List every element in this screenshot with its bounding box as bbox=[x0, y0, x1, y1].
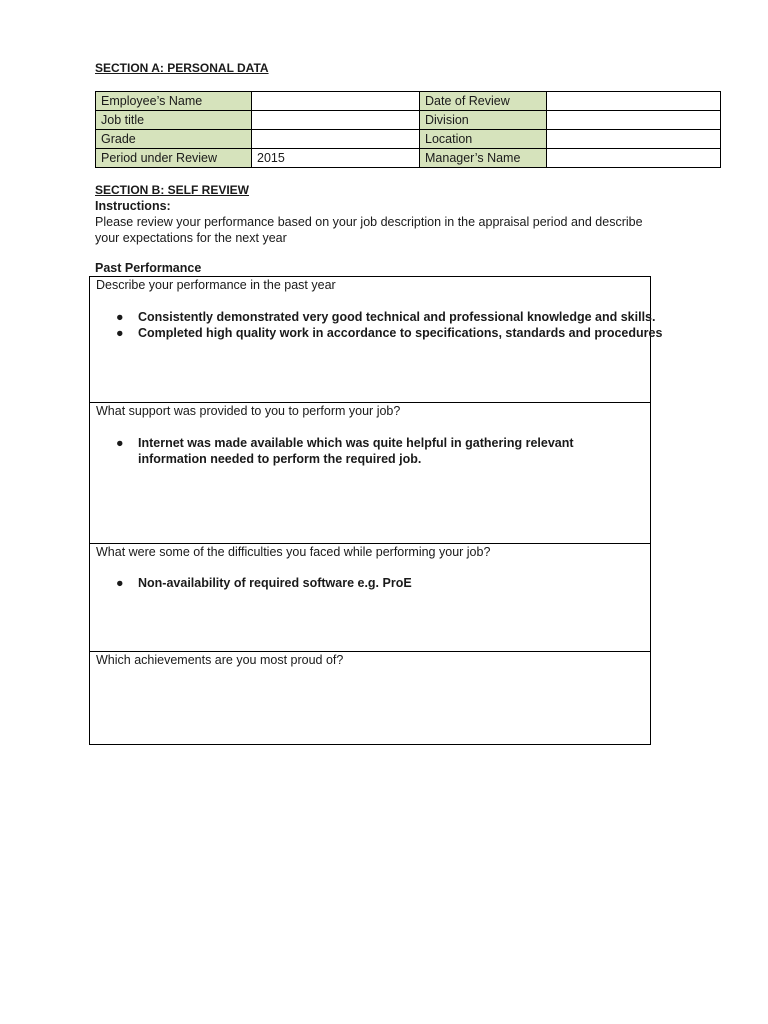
question-text: What were some of the difficulties you faced while performing your job? bbox=[96, 545, 491, 559]
bullet-icon: ● bbox=[116, 310, 124, 324]
performance-question-box[interactable] bbox=[89, 276, 663, 402]
managers-name-value[interactable] bbox=[547, 149, 721, 168]
grade-value[interactable] bbox=[252, 130, 420, 149]
list-item bbox=[116, 575, 694, 591]
managers-name-label: Manager’s Name bbox=[420, 149, 547, 168]
job-title-label: Job title bbox=[96, 111, 252, 130]
personal-data-table bbox=[95, 91, 721, 168]
table-row bbox=[96, 130, 721, 149]
answer-list bbox=[90, 435, 638, 467]
answer-text: Completed high quality work in accordance to specifications, standards and procedures bbox=[138, 326, 663, 340]
answer-list bbox=[90, 575, 694, 591]
date-of-review-label: Date of Review bbox=[420, 92, 547, 111]
bullet-icon: ● bbox=[116, 326, 124, 340]
list-item bbox=[116, 309, 694, 325]
date-of-review-value[interactable] bbox=[547, 92, 721, 111]
table-row bbox=[96, 111, 721, 130]
list-item bbox=[116, 325, 694, 341]
instructions-text: Please review your performance based on your job description in the appraisal period and describe your expectations for the next year bbox=[95, 215, 643, 245]
question-text: Which achievements are you most proud of? bbox=[96, 653, 344, 667]
answer-text: Internet was made available which was quite helpful in gathering relevant information needed to perform the required job. bbox=[138, 436, 574, 466]
location-label: Location bbox=[420, 130, 547, 149]
employee-name-value[interactable] bbox=[252, 92, 420, 111]
division-value[interactable] bbox=[547, 111, 721, 130]
bullet-icon: ● bbox=[116, 576, 124, 590]
division-label: Division bbox=[420, 111, 547, 130]
list-item bbox=[116, 435, 638, 467]
answer-text: Consistently demonstrated very good technical and professional knowledge and skills. bbox=[138, 310, 656, 324]
answer-list bbox=[90, 309, 694, 341]
past-performance-label: Past Performance bbox=[95, 261, 202, 275]
period-under-review-value[interactable]: 2015 bbox=[252, 149, 420, 168]
question-text: What support was provided to you to perform your job? bbox=[96, 404, 401, 418]
answer-text: Non-availability of required software e.g. ProE bbox=[138, 576, 412, 590]
grade-label: Grade bbox=[96, 130, 252, 149]
job-title-value[interactable] bbox=[252, 111, 420, 130]
table-row bbox=[96, 92, 721, 111]
location-value[interactable] bbox=[547, 130, 721, 149]
achievements-question-box[interactable] bbox=[89, 651, 651, 745]
support-question-box[interactable] bbox=[89, 402, 651, 543]
table-row bbox=[96, 149, 721, 168]
section-a-heading: SECTION A: PERSONAL DATA bbox=[95, 61, 269, 75]
section-b-heading: SECTION B: SELF REVIEW bbox=[95, 183, 250, 197]
instructions-label: Instructions: bbox=[95, 199, 171, 213]
question-text: Describe your performance in the past year bbox=[96, 278, 336, 292]
bullet-icon: ● bbox=[116, 436, 124, 450]
employee-name-label: Employee’s Name bbox=[96, 92, 252, 111]
difficulties-question-box[interactable] bbox=[89, 543, 651, 651]
period-under-review-label: Period under Review bbox=[96, 149, 252, 168]
